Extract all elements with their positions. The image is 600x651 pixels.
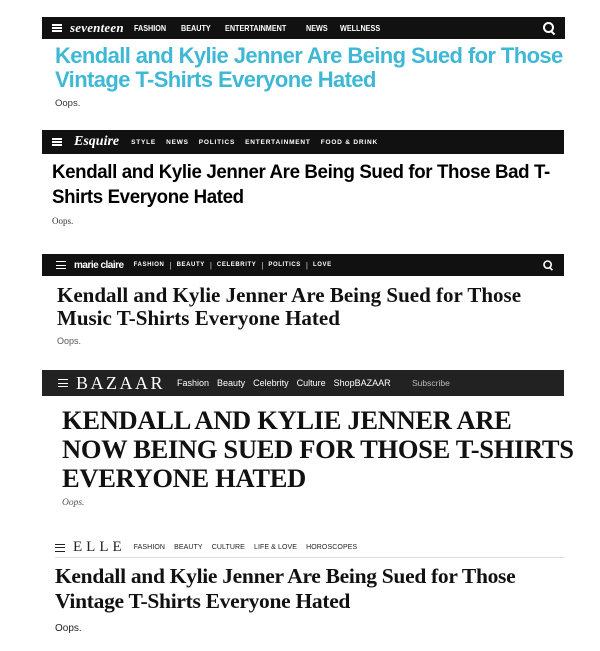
nav-item-entertainment[interactable]: ENTERTAINMENT <box>224 23 286 33</box>
menu-icon[interactable] <box>55 544 65 552</box>
search-icon[interactable] <box>543 260 553 270</box>
search-icon[interactable] <box>543 22 555 34</box>
nav-divider: | <box>261 260 264 270</box>
nav-item-wellness[interactable]: WELLNESS <box>340 23 381 33</box>
marieclaire-dek: Oops. <box>57 336 82 346</box>
nav-item-love[interactable]: LOVE <box>312 262 332 268</box>
nav-item-style[interactable]: STYLE <box>131 138 157 146</box>
bazaar-dek: Oops. <box>62 498 85 508</box>
esquire-headline: Kendall and Kylie Jenner Are Being Sued for Those Bad T-Shirts Everyone Hated <box>52 161 550 208</box>
seventeen-navbar <box>42 17 565 39</box>
elle-headline: Kendall and Kylie Jenner Are Being Sued for Those Vintage T-Shirts Everyone Hated <box>55 564 516 613</box>
nav-item-beauty[interactable]: Beauty <box>217 378 246 388</box>
marieclaire-logo[interactable]: marie claire <box>74 259 124 271</box>
nav-item-beauty[interactable]: BEAUTY <box>174 544 203 551</box>
nav-item-celebrity[interactable]: Celebrity <box>253 378 289 388</box>
nav-item-beauty[interactable]: BEAUTY <box>176 262 205 268</box>
menu-icon[interactable] <box>56 261 66 269</box>
elle-dek: Oops. <box>55 623 82 634</box>
nav-item-fashion[interactable]: Fashion <box>177 378 210 388</box>
nav-item-life-love[interactable]: LIFE & LOVE <box>253 544 298 551</box>
subscribe-link[interactable]: Subscribe <box>412 378 450 388</box>
esquire-dek: Oops. <box>52 216 74 226</box>
menu-icon[interactable] <box>58 379 68 387</box>
nav-divider: | <box>169 260 172 270</box>
bazaar-navbar <box>42 370 564 396</box>
nav-item-news[interactable]: NEWS <box>305 23 328 33</box>
seventeen-logo[interactable]: seventeen <box>70 20 124 35</box>
seventeen-dek: Oops. <box>55 98 81 109</box>
nav-item-culture[interactable]: CULTURE <box>211 544 245 551</box>
bazaar-logo[interactable]: BAZAAR <box>76 372 166 393</box>
nav-item-politics[interactable]: POLITICS <box>198 138 236 146</box>
nav-item-culture[interactable]: Culture <box>296 378 326 388</box>
nav-item-beauty[interactable]: BEAUTY <box>180 23 211 33</box>
nav-item-fashion[interactable]: FASHION <box>133 262 165 268</box>
esquire-navbar <box>42 130 564 154</box>
nav-item-celebrity[interactable]: CELEBRITY <box>216 262 257 268</box>
elle-navbar <box>55 538 565 558</box>
menu-icon[interactable] <box>52 138 62 146</box>
nav-item-entertainment[interactable]: ENTERTAINMENT <box>245 138 311 146</box>
nav-item-fashion[interactable]: FASHION <box>133 544 166 551</box>
menu-icon[interactable] <box>52 24 62 32</box>
nav-item-news[interactable]: NEWS <box>166 138 189 146</box>
nav-item-shopbazaar[interactable]: ShopBAZAAR <box>333 378 391 388</box>
marieclaire-headline: Kendall and Kylie Jenner Are Being Sued for Those Music T-Shirts Everyone Hated <box>57 283 522 330</box>
seventeen-headline: Kendall and Kylie Jenner Are Being Sued for Those Vintage T-Shirts Everyone Hated <box>55 43 563 92</box>
bazaar-headline: KENDALL AND KYLIE JENNER ARE NOW BEING SUED FOR THOSE T-SHIRTS EVERYONE HATED <box>62 405 574 493</box>
esquire-logo[interactable]: Esquire <box>74 134 120 149</box>
marieclaire-navbar <box>42 254 564 276</box>
nav-item-politics[interactable]: POLITICS <box>268 262 301 268</box>
nav-item-food-drink[interactable]: FOOD & DRINK <box>320 138 378 146</box>
nav-item-horoscopes[interactable]: HOROSCOPES <box>306 544 358 551</box>
nav-divider: | <box>209 260 212 270</box>
nav-item-fashion[interactable]: FASHION <box>133 23 166 33</box>
nav-divider: | <box>305 260 308 270</box>
elle-logo[interactable]: ELLE <box>73 539 126 555</box>
